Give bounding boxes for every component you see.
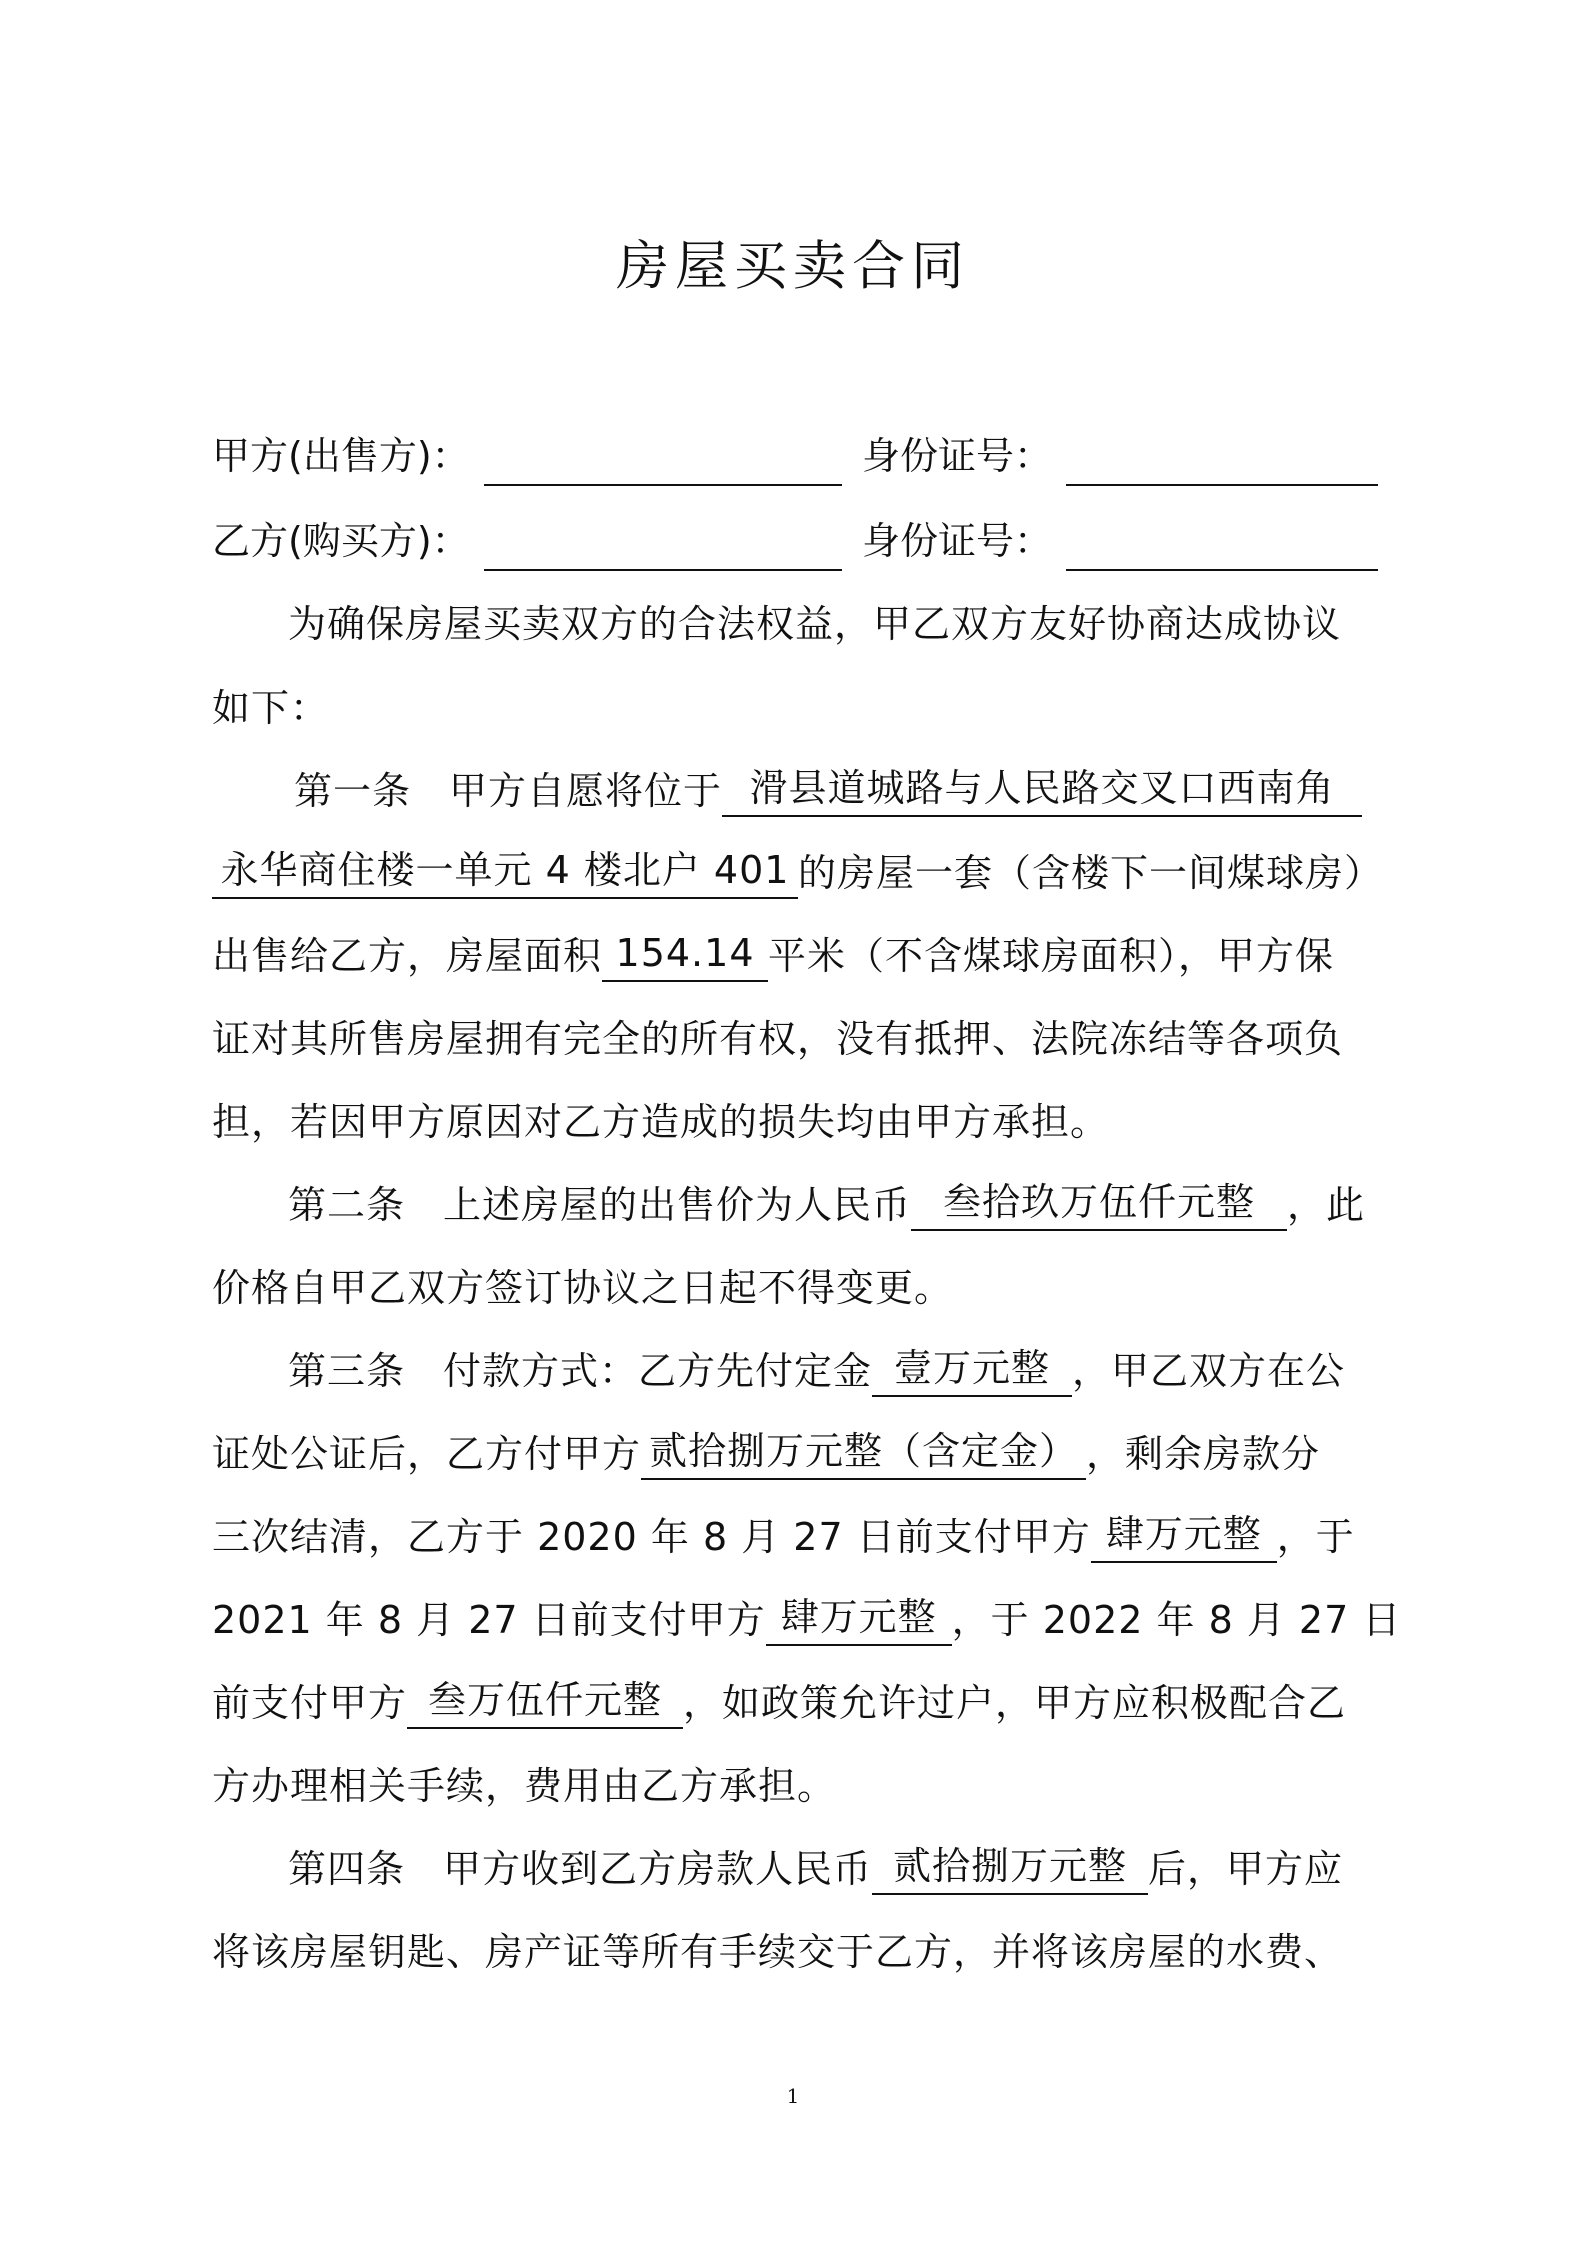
article-2-text-1: 上述房屋的出售价为人民币 — [443, 1183, 912, 1227]
buyer-id-field[interactable] — [1066, 513, 1378, 571]
article-3-text-5: 三次结清，乙方于 2020 年 8 月 27 日前支付甲方 — [212, 1515, 1091, 1559]
article-1-text-3: 出售给乙方，房屋面积 — [212, 934, 603, 978]
article-4-text-2: 后，甲方应 — [1148, 1847, 1344, 1891]
seller-id-label: 身份证号： — [862, 434, 1053, 478]
article-4-line-1 — [288, 1841, 1377, 1897]
article-1-line-4: 证对其所售房屋拥有完全的所有权，没有抵押、法院冻结等各项负 — [212, 1017, 1344, 1061]
article-3-text-2: ，甲乙双方在公 — [1072, 1349, 1346, 1393]
first-payment-field: 贰拾捌万元整（含定金） — [641, 1426, 1086, 1480]
page-number: 1 — [786, 2084, 800, 2108]
article-3-text-9: 前支付甲方 — [212, 1681, 408, 1725]
article-1-heading: 第一条 — [294, 769, 412, 813]
article-1-line-3 — [212, 928, 1377, 984]
article-3-text-6: ，于 — [1276, 1515, 1355, 1559]
installment-2020-field: 肆万元整 — [1091, 1509, 1277, 1563]
installment-2021-field: 肆万元整 — [766, 1592, 952, 1646]
deposit-field: 壹万元整 — [872, 1343, 1072, 1397]
buyer-label: 乙方(购买方)： — [212, 519, 470, 563]
property-location-field: 滑县道城路与人民路交叉口西南角 — [722, 763, 1362, 817]
installment-2022-field: 叁万伍仟元整 — [407, 1675, 683, 1729]
article-1-line-2 — [212, 845, 1384, 901]
article-3-text-10: ，如政策允许过户，甲方应积极配合乙 — [683, 1681, 1347, 1725]
document-title: 房屋买卖合同 — [616, 236, 970, 297]
article-3-line-6: 方办理相关手续，费用由乙方承担。 — [212, 1764, 837, 1808]
article-1-text-1: 甲方自愿将位于 — [449, 769, 723, 813]
article-1-text-4: 平米（不含煤球房面积），甲方保 — [768, 934, 1335, 978]
intro-line-1: 为确保房屋买卖双方的合法权益，甲乙双方友好协商达成协议 — [288, 602, 1342, 646]
article-3-line-1 — [288, 1343, 1377, 1399]
article-3-text-7: 2021 年 8 月 27 日前支付甲方 — [212, 1598, 766, 1642]
article-2-text-2: ，此 — [1287, 1183, 1366, 1227]
article-1-line-5: 担，若因甲方原因对乙方造成的损失均由甲方承担。 — [212, 1100, 1110, 1144]
seller-id-field[interactable] — [1066, 428, 1378, 486]
article-1-line-1 — [294, 763, 1377, 819]
article-1-text-2: 的房屋一套（含楼下一间煤球房） — [798, 851, 1384, 895]
intro-line-2: 如下： — [212, 686, 330, 730]
seller-label: 甲方(出售方)： — [212, 434, 470, 478]
seller-name-field[interactable] — [484, 428, 842, 486]
article-3-text-3: 证处公证后，乙方付甲方 — [212, 1432, 642, 1476]
article-4-heading: 第四条 — [288, 1847, 406, 1891]
article-2-line-2: 价格自甲乙双方签订协议之日起不得变更。 — [212, 1266, 954, 1310]
article-3-text-4: ，剩余房款分 — [1086, 1432, 1321, 1476]
article-3-line-5 — [212, 1675, 1377, 1731]
article-3-line-3 — [212, 1509, 1377, 1565]
buyer-id-label: 身份证号： — [862, 519, 1053, 563]
article-3-line-2 — [212, 1426, 1377, 1482]
article-4-line-2: 将该房屋钥匙、房产证等所有手续交于乙方，并将该房屋的水费、 — [212, 1930, 1344, 1974]
article-3-text-1: 付款方式：乙方先付定金 — [443, 1349, 873, 1393]
article-3-text-8: ，于 2022 年 8 月 27 日 — [951, 1598, 1402, 1642]
article-3-heading: 第三条 — [288, 1349, 406, 1393]
sale-price-field: 叁拾玖万伍仟元整 — [911, 1177, 1287, 1231]
received-amount-field: 贰拾捌万元整 — [872, 1841, 1148, 1895]
article-4-text-1: 甲方收到乙方房款人民币 — [443, 1847, 873, 1891]
buyer-name-field[interactable] — [484, 513, 842, 571]
property-unit-field: 永华商住楼一单元 4 楼北户 401 — [212, 845, 798, 899]
article-2-heading: 第二条 — [288, 1183, 406, 1227]
property-area-field: 154.14 — [602, 928, 768, 982]
article-3-line-4 — [212, 1592, 1402, 1648]
article-2-line-1 — [288, 1177, 1377, 1233]
